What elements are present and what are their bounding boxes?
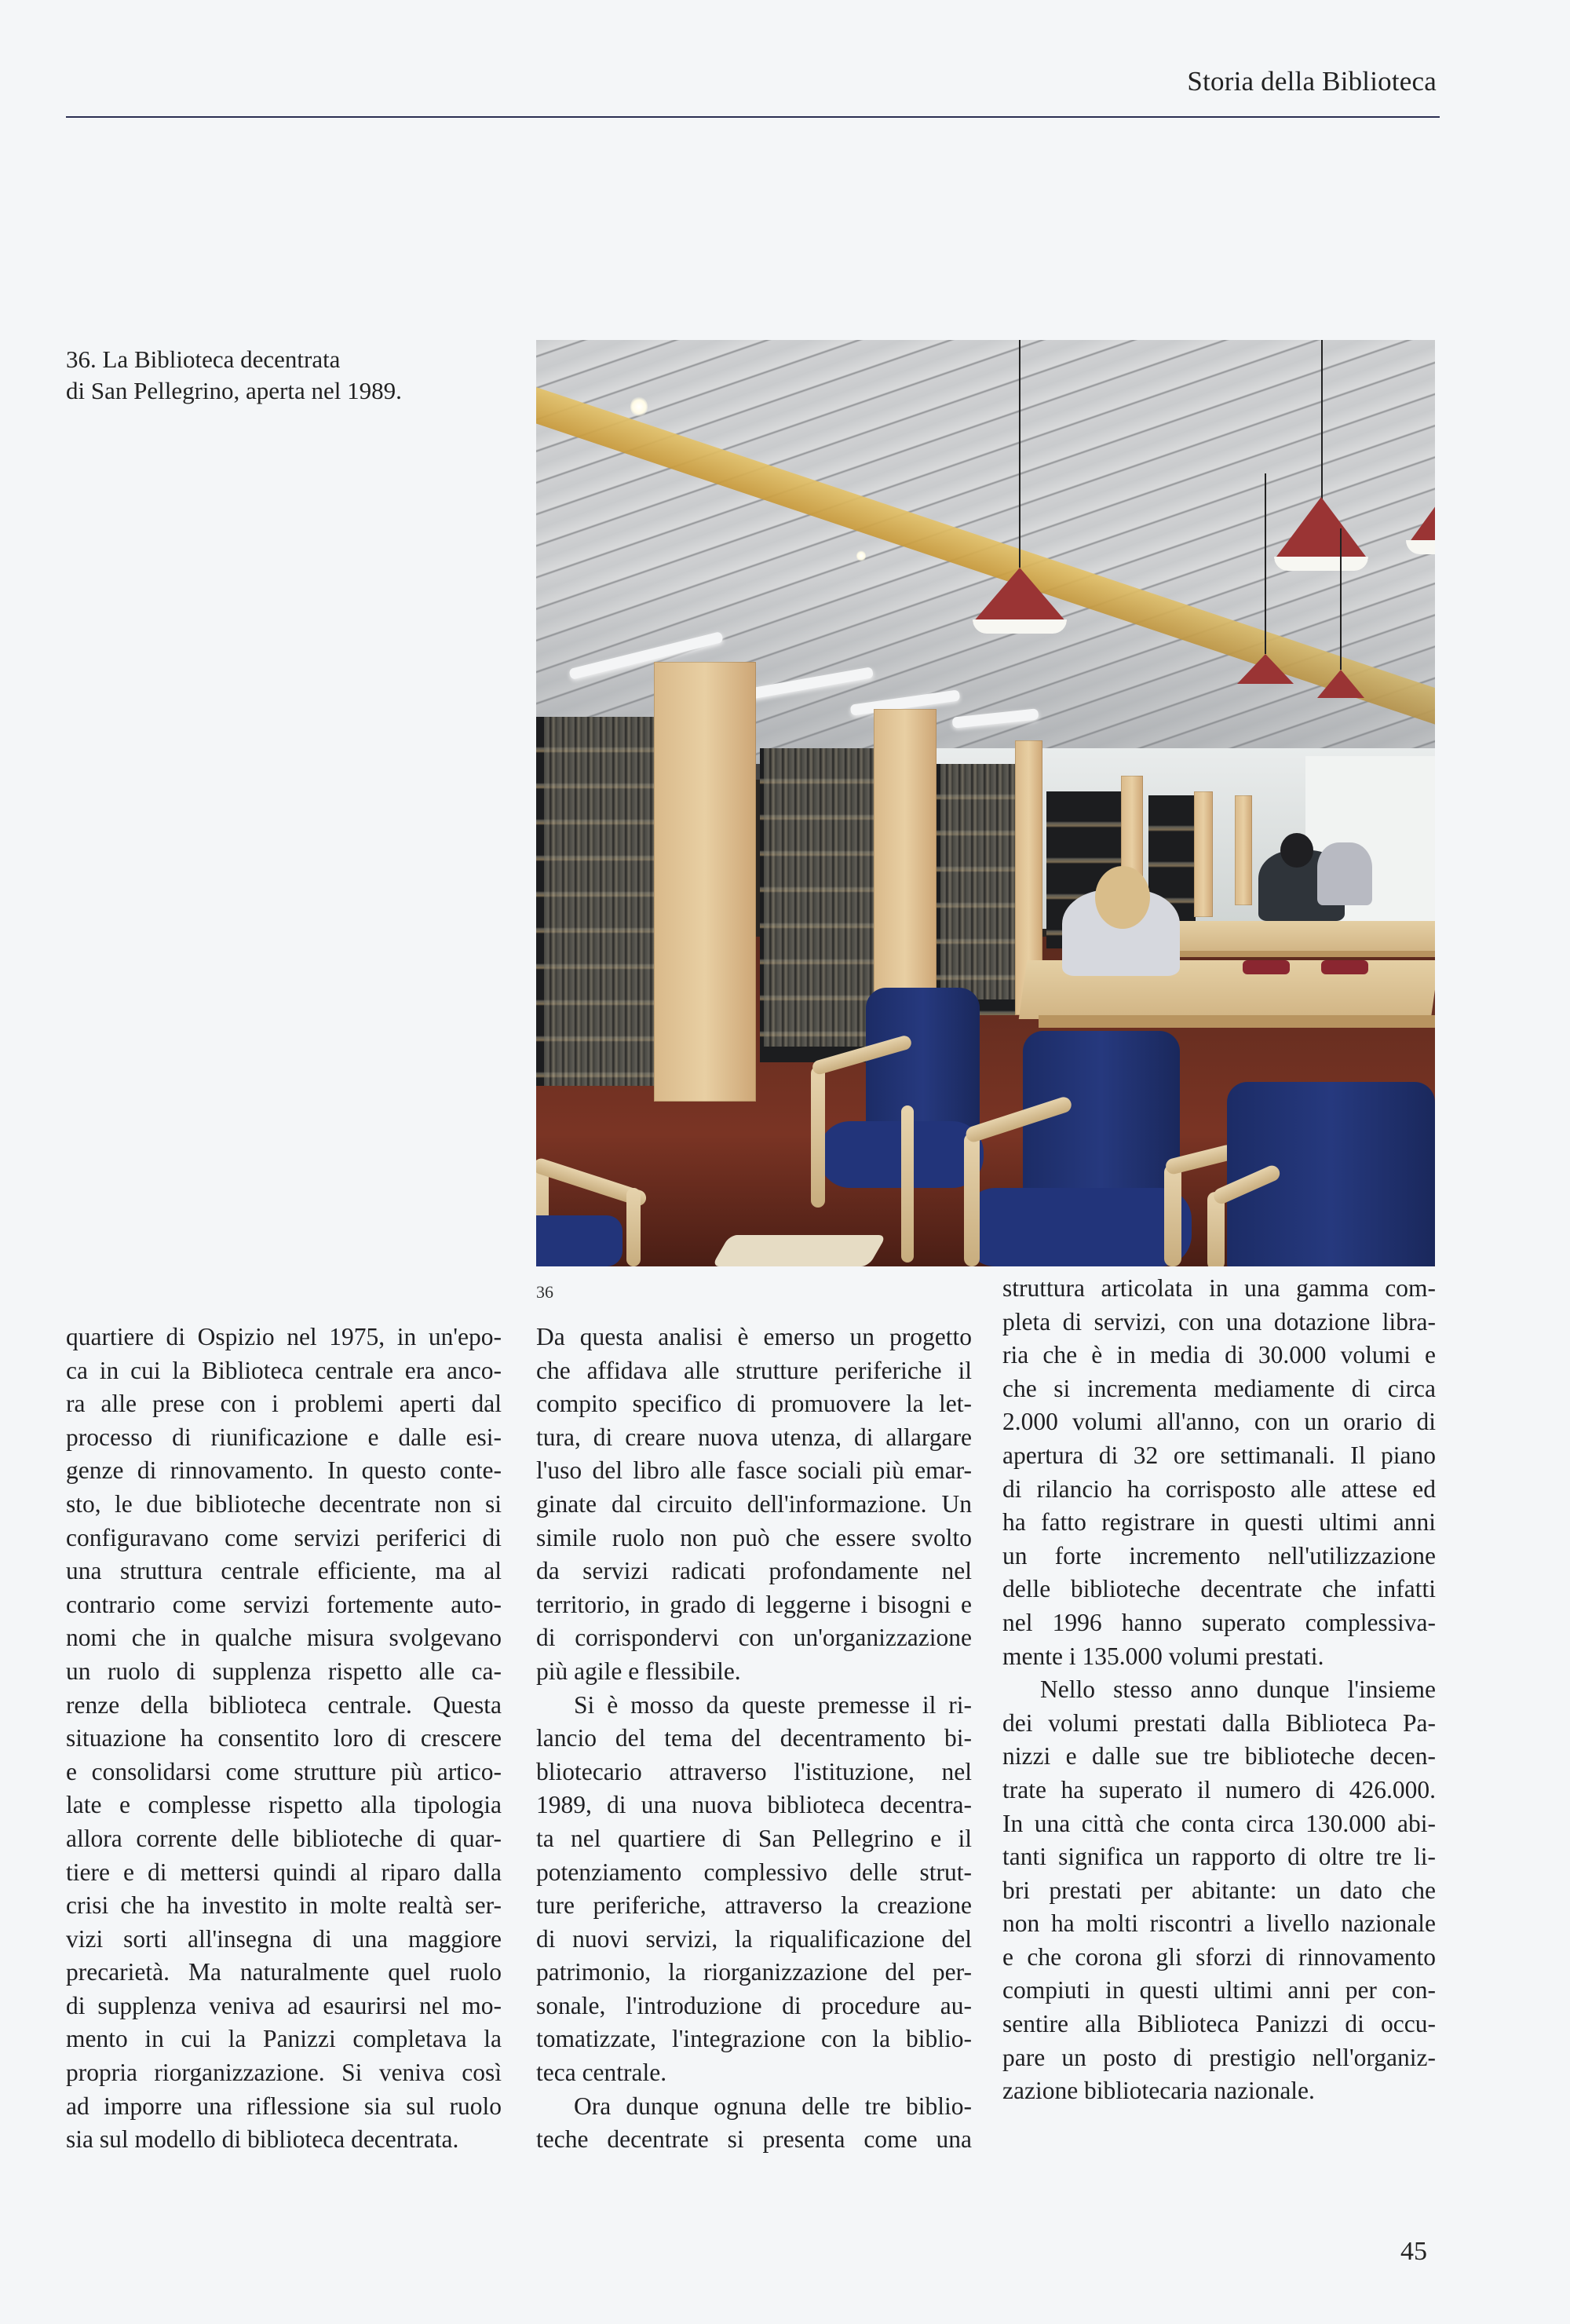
text-line: 1989, di una nuova biblioteca decentra- — [536, 1791, 972, 1819]
text-line: un forte incremento nell'utilizzazione — [1002, 1541, 1436, 1569]
books — [764, 748, 874, 1047]
text-line: teche decentrate si presenta come una — [536, 2125, 972, 2154]
text-line: ginate dal circuito dell'informazione. Un — [536, 1489, 972, 1518]
spotlight-icon — [630, 396, 648, 417]
text-line: situazione ha consentito loro di crescere — [66, 1724, 502, 1752]
text-line: teca centrale. — [536, 2059, 667, 2087]
text-line: allora corrente delle biblioteche di quar- — [66, 1824, 502, 1852]
text-line: ture periferiche, attraverso la creazione — [536, 1891, 972, 1920]
text-line: apertura di 32 ore settimanali. Il piano — [1002, 1441, 1436, 1469]
shelf-end-panel — [1194, 791, 1213, 917]
text-line: delle biblioteche decentrate che infatti — [1002, 1575, 1436, 1603]
text-line: contrario come servizi fortemente auto- — [66, 1590, 502, 1618]
person-head — [1095, 866, 1150, 929]
text-line: configuravano come servizi periferici di — [66, 1523, 502, 1551]
text-line: 2.000 volumi all'anno, con un orario di — [1002, 1408, 1436, 1436]
text-line: e che corona gli sforzi di rinnovamento — [1002, 1942, 1436, 1971]
red-chair — [1321, 960, 1368, 974]
books — [544, 717, 654, 1086]
text-line: zazione bibliotecaria nazionale. — [1002, 2077, 1315, 2105]
text-line: quartiere di Ospizio nel 1975, in un'epo- — [66, 1323, 502, 1350]
text-line: simile ruolo non può che essere svolto — [536, 1523, 972, 1551]
table-corner — [711, 1235, 886, 1266]
text-line: da servizi radicati profondamente nel — [536, 1557, 972, 1585]
chair-arm — [626, 1188, 641, 1266]
person-reading — [1317, 842, 1372, 905]
text-line: Nello stesso anno dunque l'insieme — [1040, 1675, 1436, 1704]
pendant-cord — [1019, 340, 1020, 568]
lamp-bowl — [973, 619, 1067, 634]
pendant-lamp-icon — [973, 568, 1067, 623]
shelf-end-panel — [654, 662, 756, 1102]
chair-seat — [964, 1188, 1192, 1266]
text-line: nizzi e dalle sue tre biblioteche decen- — [1002, 1742, 1436, 1770]
text-line: In una città che conta circa 130.000 abi- — [1002, 1809, 1436, 1837]
chair-seat — [536, 1215, 623, 1266]
text-line: l'uso del libro alle fasce sociali più emar- — [536, 1456, 972, 1485]
text-line: mento in cui la Panizzi completava la — [66, 2025, 502, 2053]
text-line: precarietà. Ma naturalmente quel ruolo — [66, 1958, 502, 1986]
chair-arm — [901, 1105, 914, 1262]
text-line: non ha molti riscontri a livello nazionale — [1002, 1909, 1436, 1938]
text-line: pare un posto di prestigio nell'organiz- — [1002, 2043, 1436, 2071]
library-photo — [536, 340, 1435, 1266]
text-line: territorio, in grado di leggerne i bisogni e — [536, 1590, 972, 1618]
books — [940, 764, 1019, 999]
text-line: ra alle prese con i problemi aperti dal — [66, 1390, 502, 1418]
header-rule — [66, 116, 1440, 118]
running-head-title: Storia della Biblioteca — [1187, 66, 1437, 97]
text-line: compito specifico di promuovere la let- — [536, 1390, 972, 1418]
text-line: un ruolo di supplenza rispetto alle ca- — [66, 1657, 502, 1685]
text-line: tiere e di mettersi quindi al riparo dalla — [66, 1858, 502, 1886]
text-line: struttura articolata in una gamma com- — [1002, 1274, 1436, 1302]
text-line: bliotecario attraverso l'istituzione, nel — [536, 1757, 972, 1785]
text-line: propria riorganizzazione. Si veniva così — [66, 2059, 502, 2087]
person-head — [1280, 833, 1313, 868]
pendant-lamp-icon — [1237, 654, 1294, 684]
text-line: sonale, l'introduzione di procedure au- — [536, 1991, 972, 2019]
text-line: che affidava alle strutture periferiche il — [536, 1356, 972, 1384]
chair-arm — [1164, 1164, 1181, 1266]
text-line: tanti significa un rapporto di oltre tre li- — [1002, 1843, 1436, 1871]
text-line: Da questa analisi è emerso un progetto — [536, 1323, 972, 1350]
text-line: tura, di creare nuova utenza, di allargare — [536, 1423, 972, 1451]
text-line: compiuti in questi ultimi anni per con- — [1002, 1976, 1436, 2004]
text-line: ha fatto registrare in questi ultimi anni — [1002, 1508, 1436, 1537]
text-line: dei volumi prestati dalla Biblioteca Pa- — [1002, 1708, 1436, 1737]
lamp-bowl — [1274, 557, 1368, 571]
text-line: Ora dunque ognuna delle tre biblio- — [574, 2092, 972, 2120]
text-line: di supplenza veniva ad esaurirsi nel mo- — [66, 1991, 502, 2019]
text-line: tomatizzate, l'integrazione con la biblio- — [536, 2025, 972, 2053]
text-line: che si incrementa mediamente di circa — [1002, 1374, 1436, 1402]
pendant-cord — [1340, 528, 1342, 670]
text-column-2 — [536, 1321, 972, 2157]
text-line: ad imporre una riflessione sia sul ruolo — [66, 2092, 502, 2120]
text-line: processo di riunificazione e dalle esi- — [66, 1423, 502, 1451]
pendant-lamp-icon — [1274, 497, 1368, 560]
chair-arm — [964, 1133, 980, 1266]
table-edge — [1039, 1015, 1435, 1028]
text-line: sia sul modello di biblioteca decentrata. — [66, 2125, 459, 2154]
text-line: di corrispondervi con un'organizzazione — [536, 1624, 972, 1652]
text-line: ca in cui la Biblioteca centrale era anco- — [66, 1356, 502, 1384]
text-line: più agile e flessibile. — [536, 1657, 741, 1685]
text-line: nomi che in qualche misura svolgevano — [66, 1624, 502, 1652]
table-edge — [1148, 951, 1435, 957]
text-line: mente i 135.000 volumi prestati. — [1002, 1642, 1324, 1670]
red-chair — [1243, 960, 1290, 974]
text-line: trate ha superato il numero di 426.000. — [1002, 1775, 1436, 1803]
text-line: e consolidarsi come strutture più artico- — [66, 1757, 502, 1785]
text-line: di rilancio ha corrisposto alle attese ed — [1002, 1474, 1436, 1503]
reading-table — [1148, 921, 1435, 952]
text-line: genze di rinnovamento. In questo conte- — [66, 1456, 502, 1485]
text-line: una struttura centrale efficiente, ma al — [66, 1557, 502, 1585]
text-column-1 — [66, 1321, 502, 2157]
pendant-cord — [1321, 340, 1323, 505]
text-line: late e complesse rispetto alla tipologia — [66, 1791, 502, 1819]
text-line: crisi che ha investito in molte realtà ser- — [66, 1891, 502, 1920]
text-line: pleta di servizi, con una dotazione libra- — [1002, 1307, 1436, 1336]
figure-number: 36 — [536, 1282, 553, 1302]
text-line: sto, le due biblioteche decentrate non si — [66, 1489, 502, 1518]
text-line: di nuovi servizi, la riqualificazione del — [536, 1924, 972, 1953]
caption-line: di San Pellegrino, aperta nel 1989. — [66, 377, 402, 404]
caption-line: 36. La Biblioteca decentrata — [66, 345, 341, 373]
text-line: renze della biblioteca centrale. Questa — [66, 1690, 502, 1719]
text-line: lancio del tema del decentramento bi- — [536, 1724, 972, 1752]
pendant-lamp-icon — [1317, 670, 1364, 698]
text-line: vizi sorti all'insegna di una maggiore — [66, 1924, 502, 1953]
text-line: sentire alla Biblioteca Panizzi di occu- — [1002, 2010, 1436, 2038]
text-line: ta nel quartiere di San Pellegrino e il — [536, 1824, 972, 1852]
figure-caption — [66, 344, 506, 407]
shelf-end-panel — [1235, 795, 1252, 905]
text-line: bri prestati per abitante: un dato che — [1002, 1876, 1436, 1904]
text-line: potenziamento complessivo delle strut- — [536, 1858, 972, 1886]
text-line: ria che è in media di 30.000 volumi e — [1002, 1341, 1436, 1369]
pendant-cord — [1265, 473, 1266, 654]
text-line: Si è mosso da queste premesse il ri- — [574, 1690, 972, 1719]
spotlight-icon — [856, 550, 866, 561]
page-number: 45 — [1400, 2237, 1427, 2266]
chair-arm — [811, 1066, 825, 1208]
pendant-lamp-icon — [1409, 480, 1435, 543]
text-line: patrimonio, la riorganizzazione del per- — [536, 1958, 972, 1986]
text-column-3 — [1002, 1272, 1436, 2108]
text-line: nel 1996 hanno superato complessiva- — [1002, 1608, 1436, 1636]
